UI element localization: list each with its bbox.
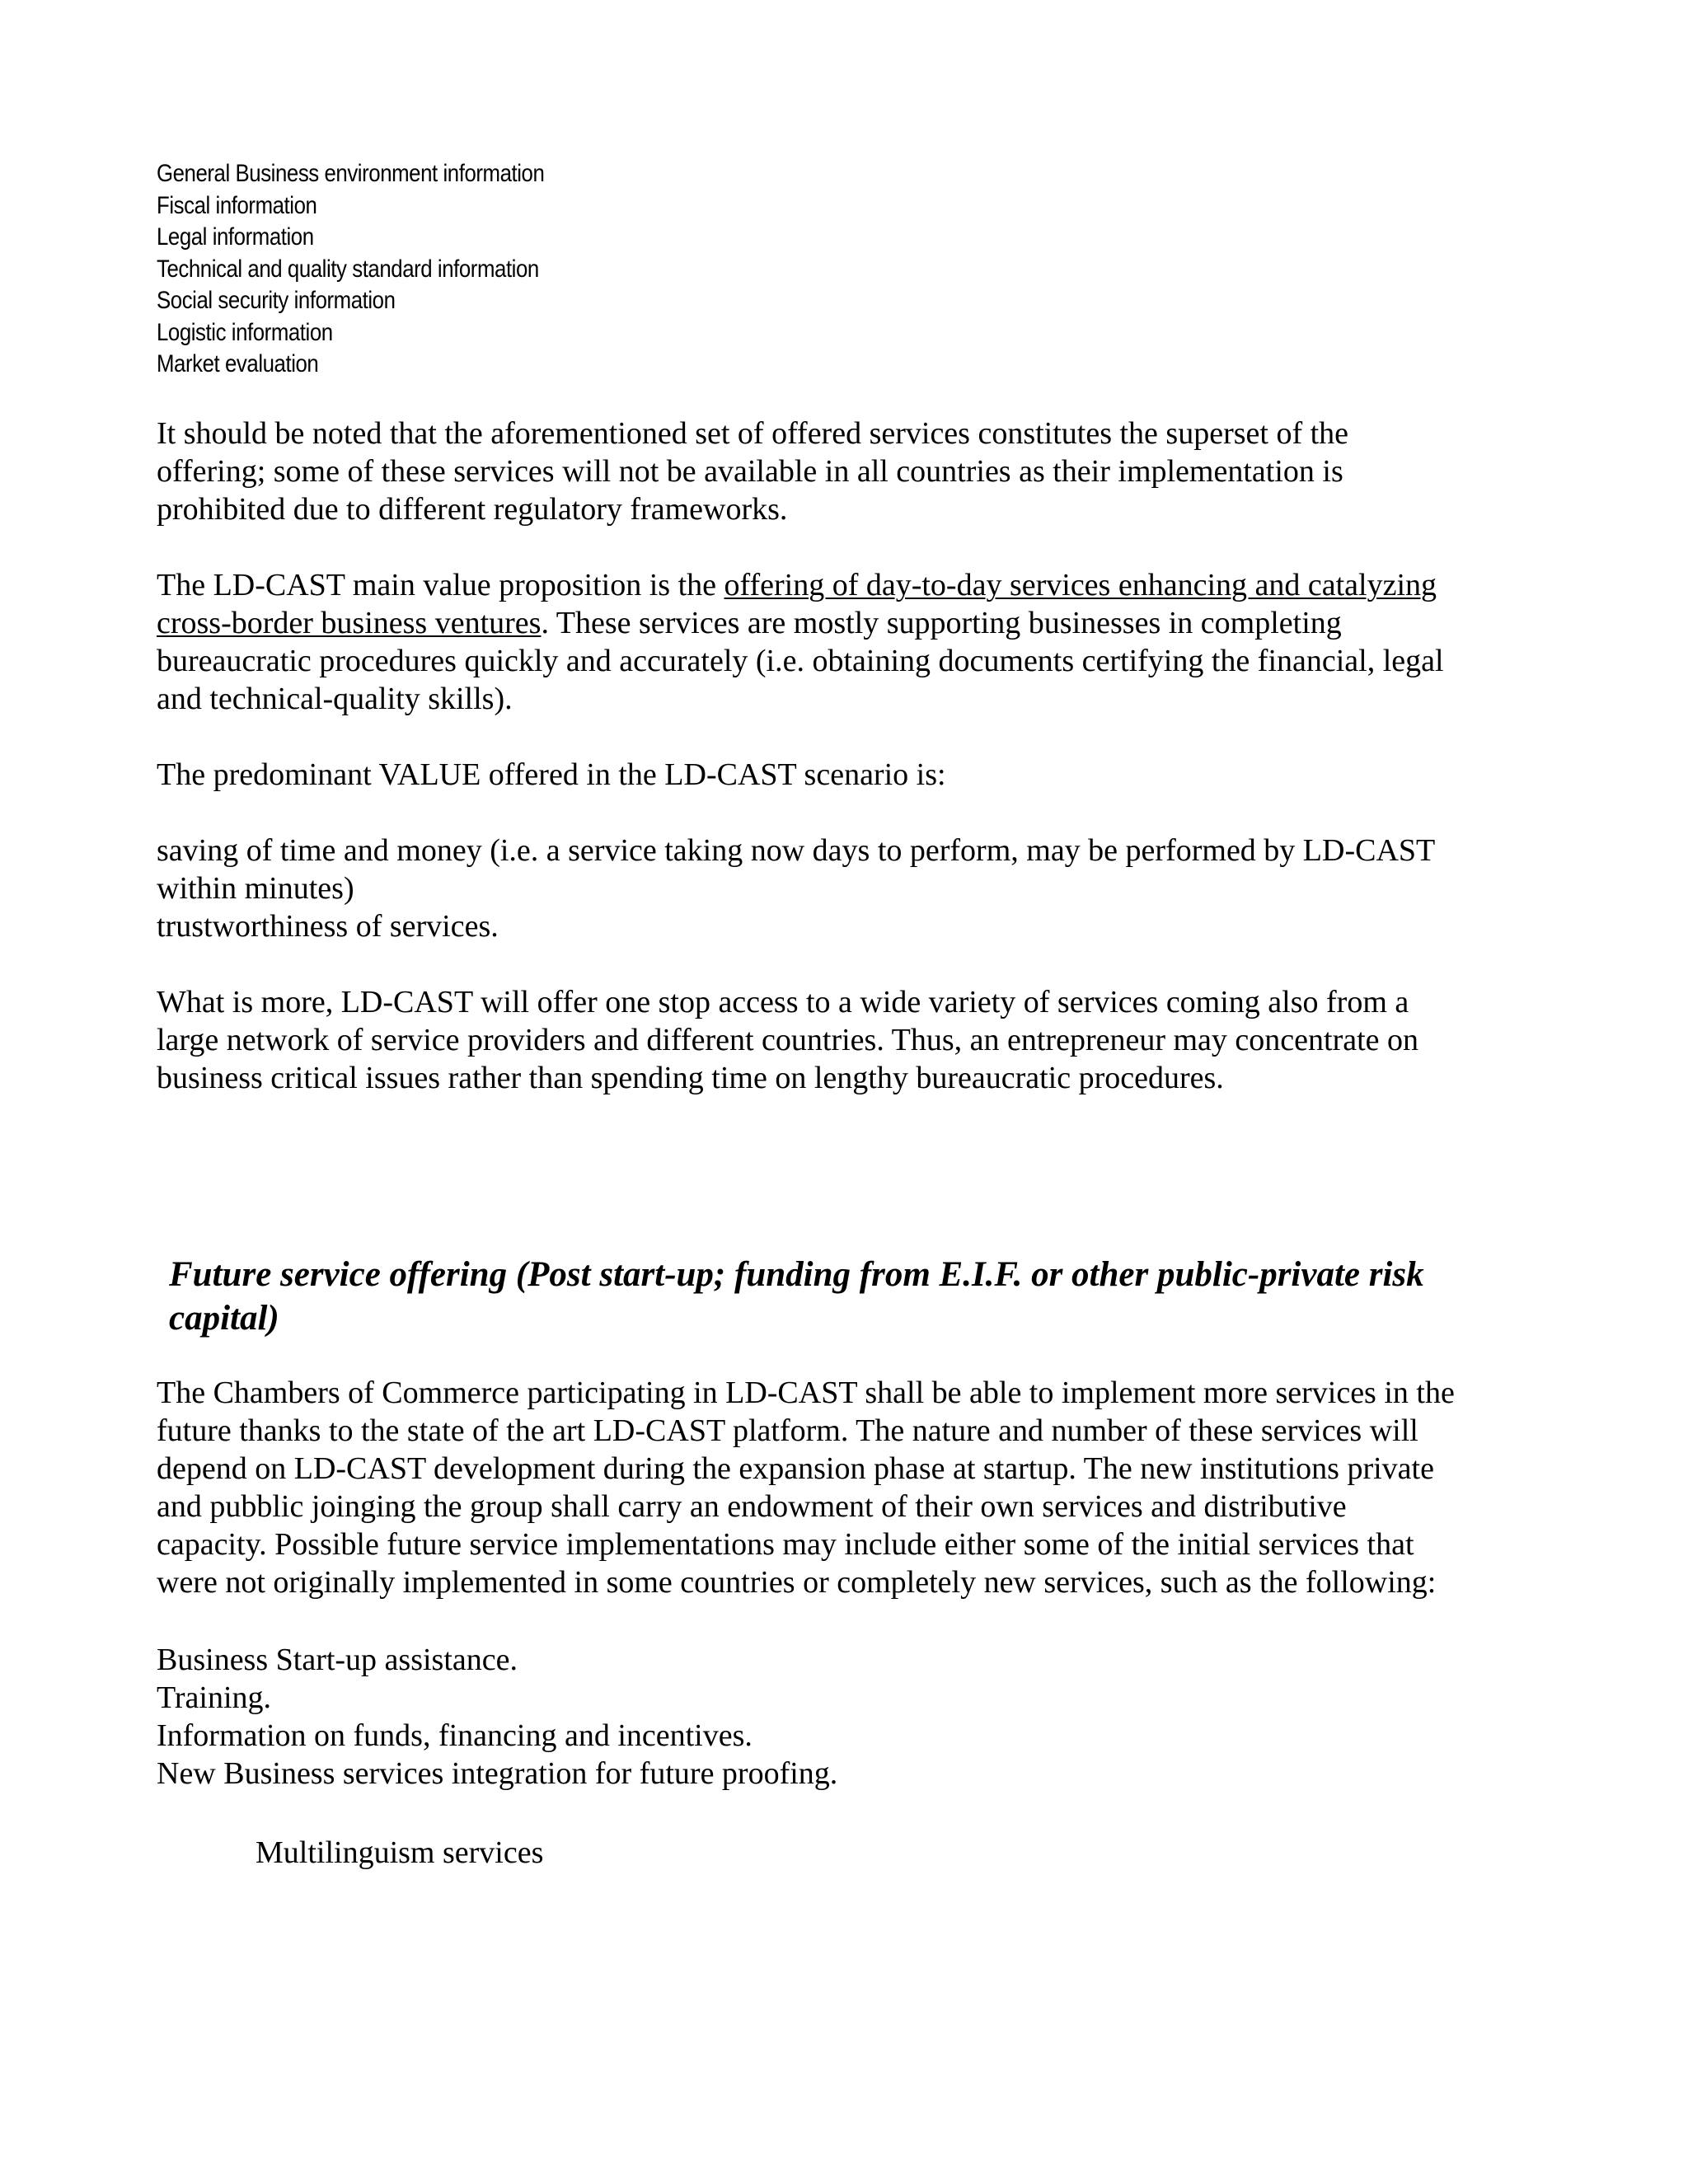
text-line: The Chambers of Commerce participating in LD-CAST shall be able to implement more services in the [157,1376,1455,1410]
text-line [157,604,1444,642]
underlined-text: cross-border business ventures [157,606,542,640]
text-line: It should be noted that the aforementioned set of offered services constitutes the superset of the [157,416,1349,451]
value-list [157,832,1435,945]
text-line: depend on LD-CAST development during the expansion phase at startup. The new institutions private [157,1451,1434,1486]
list-item: saving of time and money (i.e. a service taking now days to perform, may be performed by LD-CAST [157,833,1436,868]
text-line: large network of service providers and different countries. Thus, an entrepreneur may concentrate on [157,1023,1419,1057]
list-item: Information on funds, financing and incentives. [157,1718,753,1753]
list-item: Social security information [157,287,396,314]
heading-line: capital) [169,1299,279,1338]
paragraph-superset-note [157,415,1348,528]
list-item: Market evaluation [157,350,319,377]
text-segment: The LD-CAST main value proposition is the [157,568,724,602]
text-line: bureaucratic procedures quickly and accurately (i.e. obtaining documents certifying the financial, legal [157,644,1444,678]
text-line: business critical issues rather than spending time on lengthy bureaucratic procedures. [157,1061,1224,1095]
list-item: trustworthiness of services. [157,909,499,944]
indented-list-item: Multilinguism services [256,1835,544,1870]
information-list [157,158,544,381]
list-item: within minutes) [157,871,354,906]
paragraph-future-services [157,1374,1455,1601]
list-item: Legal information [157,223,314,251]
text-line: prohibited due to different regulatory frameworks. [157,492,788,527]
list-item: Business Start-up assistance. [157,1643,518,1677]
underlined-text: offering of day-to-day services enhancing and catalyzing [724,568,1437,602]
paragraph-predominant-value [157,756,946,794]
list-item: General Business environment information [157,160,545,187]
text-line: future thanks to the state of the art LD-CAST platform. The nature and number of these services will [157,1413,1418,1448]
list-item: Logistic information [157,318,333,346]
text-line: and technical-quality skills). [157,682,513,716]
text-line: capacity. Possible future service implementations may include either some of the initial services that [157,1527,1414,1562]
list-item: Fiscal information [157,191,317,219]
paragraph-one-stop-access [157,983,1418,1097]
future-services-list [157,1641,837,1793]
text-segment: . These services are mostly supporting businesses in completing [541,606,1342,640]
list-item: New Business services integration for future proofing. [157,1756,838,1791]
paragraph-value-proposition [157,566,1444,718]
text-line: The predominant VALUE offered in the LD-CAST scenario is: [157,757,946,792]
heading-line: Future service offering (Post start-up; funding from E.I.F. or other public-private risk [169,1255,1424,1294]
list-item: Training. [157,1680,272,1715]
text-line: offering; some of these services will not be available in all countries as their implementation is [157,454,1343,489]
text-line: What is more, LD-CAST will offer one stop access to a wide variety of services coming also from a [157,985,1409,1019]
text-line: and pubblic joinging the group shall carry an endowment of their own services and distributive [157,1489,1347,1524]
text-line: were not originally implemented in some countries or completely new services, such as the following: [157,1565,1437,1600]
section-heading [169,1253,1424,1340]
list-item: Technical and quality standard information [157,255,539,283]
text-line [157,566,1444,604]
